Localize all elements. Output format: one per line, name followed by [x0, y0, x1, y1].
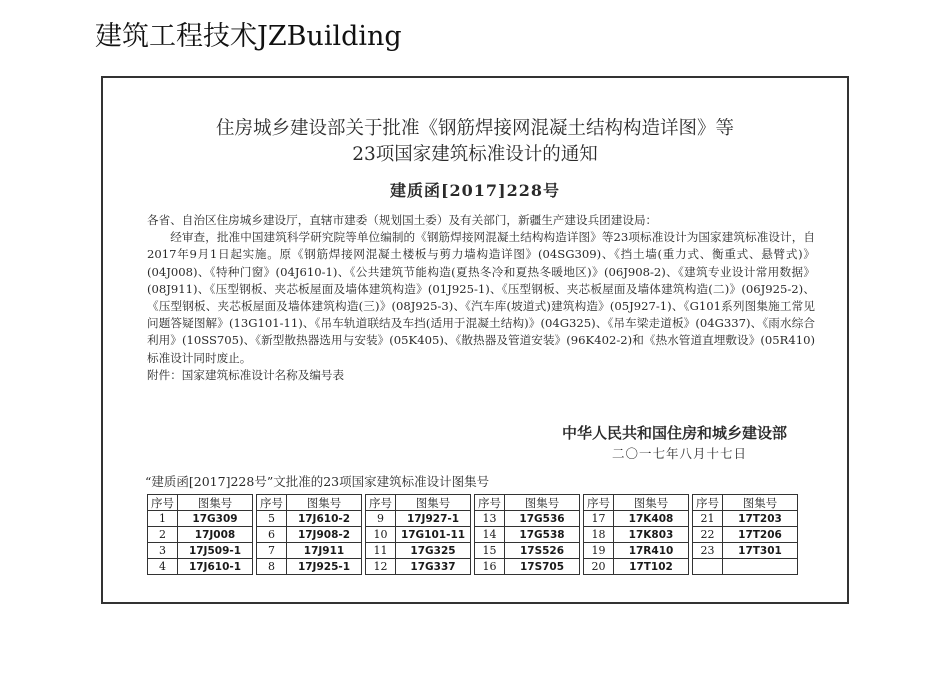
header-no: 序号	[584, 495, 614, 511]
header-code: 图集号	[396, 495, 471, 511]
atlas-code-cell: 17S526	[505, 543, 580, 559]
catalog-header-row	[148, 495, 798, 511]
issue-date: 二〇一七年八月十七日	[611, 446, 747, 461]
atlas-code-cell: 17K408	[614, 511, 689, 527]
atlas-code-cell: 17T206	[723, 527, 798, 543]
atlas-code-cell: 17T301	[723, 543, 798, 559]
serial-number-cell: 12	[366, 559, 396, 575]
atlas-code-cell: 17J908-2	[287, 527, 362, 543]
notice-document	[101, 76, 849, 604]
serial-number-cell: 9	[366, 511, 396, 527]
header-code: 图集号	[178, 495, 253, 511]
header-no: 序号	[366, 495, 396, 511]
attachment-line: 附件：国家建筑标准设计名称及编号表	[147, 367, 345, 382]
serial-number-cell: 7	[257, 543, 287, 559]
atlas-code-cell: 17J610-2	[287, 511, 362, 527]
serial-number-cell: 3	[148, 543, 178, 559]
notice-body	[147, 212, 815, 384]
atlas-code-cell	[723, 559, 798, 575]
atlas-code-cell: 17T203	[723, 511, 798, 527]
atlas-code-cell: 17T102	[614, 559, 689, 575]
atlas-code-cell: 17S705	[505, 559, 580, 575]
issuing-authority: 中华人民共和国住房和城乡建设部	[561, 424, 787, 442]
atlas-code-cell: 17J509-1	[178, 543, 253, 559]
serial-number-cell: 22	[693, 527, 723, 543]
header-code: 图集号	[505, 495, 580, 511]
salutation: 各省、自治区住房城乡建设厅，直辖市建委（规划国土委）及有关部门，新疆生产建设兵团建设局：	[147, 213, 658, 227]
serial-number-cell: 6	[257, 527, 287, 543]
catalog-body	[148, 511, 798, 575]
serial-number-cell: 20	[584, 559, 614, 575]
atlas-code-cell: 17J927-1	[396, 511, 471, 527]
serial-number-cell: 13	[475, 511, 505, 527]
atlas-code-cell: 17J610-1	[178, 559, 253, 575]
serial-number-cell: 15	[475, 543, 505, 559]
serial-number-cell: 1	[148, 511, 178, 527]
atlas-code-cell: 17R410	[614, 543, 689, 559]
notice-title-line1: 住房城乡建设部关于批准《钢筋焊接网混凝土结构构造详图》等	[215, 118, 734, 139]
atlas-code-cell: 17J911	[287, 543, 362, 559]
serial-number-cell: 10	[366, 527, 396, 543]
serial-number-cell: 18	[584, 527, 614, 543]
atlas-code-cell: 17G337	[396, 559, 471, 575]
serial-number-cell: 5	[257, 511, 287, 527]
serial-number-cell: 17	[584, 511, 614, 527]
atlas-code-cell: 17J925-1	[287, 559, 362, 575]
atlas-code-cell: 17K803	[614, 527, 689, 543]
document-number: 建质函[2017]228号	[389, 181, 561, 200]
atlas-code-cell: 17G536	[505, 511, 580, 527]
header-no: 序号	[257, 495, 287, 511]
body-paragraph: 经审查，批准中国建筑科学研究院等单位编制的《钢筋焊接网混凝土结构构造详图》等23项标准设计为国家建筑标准设计，自2017年9月1日起实施。原《钢筋焊接网混凝土楼板与剪力墙构造详图》(04SG309)、《挡土墙(重力式、衡重式、悬臂式)》(04J008)、《特种门窗》(04J610-1)、《公共建筑节能构造(夏热冬冷和夏热冬暖地区)》(06J908-2)、《建筑专业设计常用数据》(08J911)、《压型钢板、夹芯板屋面及墙体建筑构造》(01J925-1)、《压型钢板、夹芯板屋面及墙体建筑构造(二)》(06J925-2)、《压型钢板、夹芯板屋面及墙体建筑构造(三)》(08J925-3)、《汽车库(坡道式)建筑构造》(05J927-1)、《G101系列图集施工常见问题答疑图解》(13G101-11)、《吊车轨道联结及车挡(适用于混凝土结构)》(04G325)、《吊车梁走道板》(04G337)、《雨水综合利用》(10SS705)、《新型散热器选用与安装》(05K405)、《散热器及管道安装》(96K402-2)和《热水管道直埋敷设》(05R410)标准设计同时废止。	[147, 230, 815, 365]
serial-number-cell: 19	[584, 543, 614, 559]
catalog-table	[147, 494, 798, 575]
serial-number-cell	[693, 559, 723, 575]
serial-number-cell: 21	[693, 511, 723, 527]
serial-number-cell: 11	[366, 543, 396, 559]
atlas-code-cell: 17G325	[396, 543, 471, 559]
notice-title-line2: 23项国家建筑标准设计的通知	[352, 144, 598, 165]
table-row	[148, 559, 798, 575]
header-no: 序号	[475, 495, 505, 511]
table-row	[148, 527, 798, 543]
header-code: 图集号	[287, 495, 362, 511]
atlas-code-cell: 17G538	[505, 527, 580, 543]
atlas-code-cell: 17J008	[178, 527, 253, 543]
serial-number-cell: 23	[693, 543, 723, 559]
table-row	[148, 511, 798, 527]
serial-number-cell: 8	[257, 559, 287, 575]
header-code: 图集号	[723, 495, 798, 511]
header-code: 图集号	[614, 495, 689, 511]
serial-number-cell: 16	[475, 559, 505, 575]
table-row	[148, 543, 798, 559]
atlas-code-cell: 17G309	[178, 511, 253, 527]
serial-number-cell: 2	[148, 527, 178, 543]
catalog-caption: “建质函[2017]228号”文批准的23项国家建筑标准设计图集号	[145, 474, 490, 489]
serial-number-cell: 14	[475, 527, 505, 543]
atlas-code-cell: 17G101-11	[396, 527, 471, 543]
site-title: 建筑工程技术JZBuilding	[95, 21, 402, 52]
serial-number-cell: 4	[148, 559, 178, 575]
header-no: 序号	[148, 495, 178, 511]
header-no: 序号	[693, 495, 723, 511]
